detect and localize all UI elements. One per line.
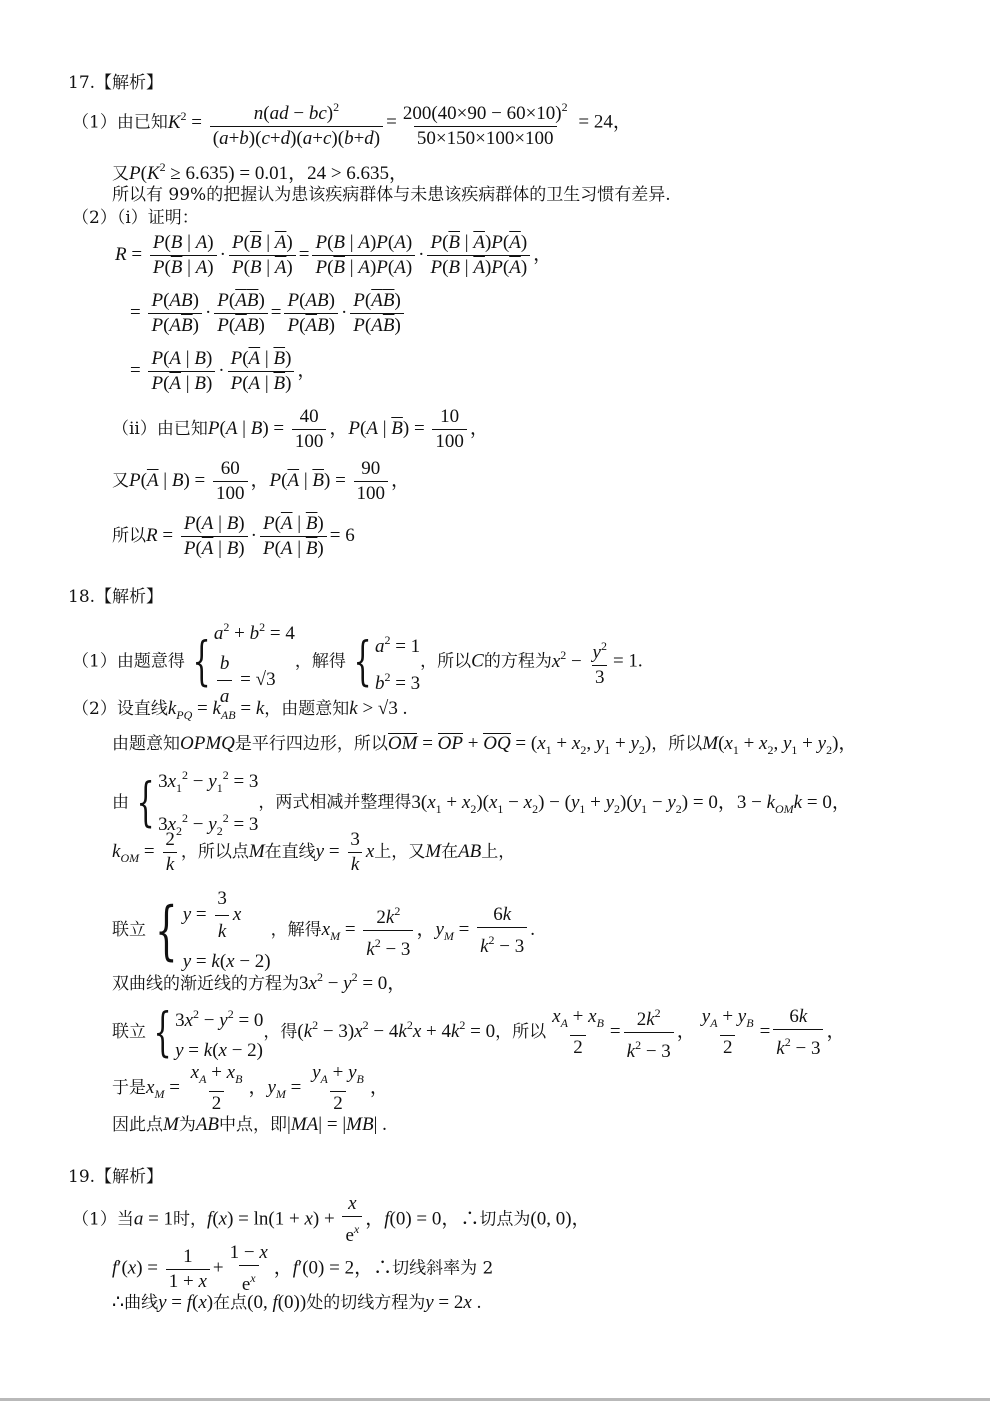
page-bottom-border [0, 1398, 990, 1401]
p17-proof-line1: R = $\frac{P(B | A)}{P(\overline{B} | A)}$ · $\frac{P(\overline{B} | \overline{A})}{P(B | \overline{A})}$ = $\frac{P(B | A)P(A)}{P(\overline{B} | A)P(A)}$ · $\frac{P(\overline{B} | \overline{A})P(\overline{A})}{P(B | \overline{A})P(\overline{A})}$ ， [115, 232, 553, 278]
p17-result: 所以R = $\frac{P(A | B)}{P(\overline{A} | B)}$ · $\frac{P(\overline{A} | \overline{B})}{P(A | \overline{B})}$ = 6 [112, 513, 355, 559]
p17-critical-value: 又$P(K^2 \ge 6.635) = 0.01$，24 > 6.635， [112, 160, 409, 184]
p18-joint-solve: 联立 { y = $\frac{3}{k}$ x y = k(x − 2) ，解得$x_M$ = $\frac{2k^2}{k^2 - 3}$ ，$y_M$ = $\frac{6k}{k^2 - 3}$ . [112, 888, 536, 972]
p18-midpoint: 因此点M为AB中点，即|MA| = |MB| . [112, 1114, 387, 1135]
p17-part-ii: （ii）由已知P(A | B) = $\frac{40}{100}$ ，P(A | $\overline{B}$) = $\frac{10}{100}$ ， [112, 406, 489, 452]
p18-part1: （1）由题意得 { $a^2 + b^2 = 4$ $\frac{b}{a}$ = √3 ，解得 { $a^2 = 1$ $b^2 = 3$ ，所以C的方程为$x^2$ − $\frac{y^2}{3}$ = 1. [72, 612, 643, 712]
p18-asymptote: 双曲线的渐近线的方程为$3x^2 - y^2 = 0$， [112, 970, 407, 994]
problem-19-heading: 19.【解析】 [68, 1167, 164, 1187]
problem-17-heading: 17.【解析】 [68, 73, 164, 93]
p17-part2-label: （2）（i）证明： [72, 208, 199, 228]
problem-18-heading: 18.【解析】 [68, 587, 164, 607]
p18-system-subtract: 由 { $3x_1^2 - y_1^2 = 3$ $3x_2^2 - y_2^2 = 3$ ，两式相减并整理得$3(x_1 + x_2)(x_1 - x_2) - (y_1 + y_2)(y_1 - y_2) = 0$，$3 - k_{OM}k = 0$， [112, 768, 851, 838]
p18-joint-asymptote: 联立 { $3x^2 - y^2 = 0$ y = k(x − 2) ，得$(k^2 - 3)x^2 - 4k^2x + 4k^2 = 0$，所以 $\frac{x_A + x_B}{2}$ = $\frac{2k^2}{k^2 - 3}$ ， $\frac{y_A + y_B}{2}$ = $\frac{6k}{k^2 - 3}$ ， [112, 1002, 846, 1063]
p18-hence: 于是$x_M$ = $\frac{x_A + x_B}{2}$ ，$y_M$ = $\frac{y_A + y_B}{2}$ ， [112, 1062, 389, 1114]
p19-tangent-line: ∴曲线y = f(x)在点(0, f(0))处的切线方程为y = 2x . [112, 1292, 482, 1313]
p17-part-ii-again: 又$P(\overline{A}$ | B) = $\frac{60}{100}$ ，$P(\overline{A}$ | $\overline{B}$) = $\frac{90}{100}$ ， [112, 458, 411, 504]
p18-kom: $k_{OM}$ = $\frac{2}{k}$ ，所以点M在直线y = $\frac{3}{k}$ x上，又M在AB上， [112, 829, 516, 875]
p19-part1: （1）当a = 1时，f(x) = ln(1 + x) + $\frac{x}{e^x}$ ，f(0) = 0，∴切点为(0, 0)， [72, 1193, 591, 1246]
p17-conclusion: 所以有 99%的把握认为患该疾病群体与未患该疾病群体的卫生习惯有差异. [112, 185, 671, 205]
p17-proof-line2: = $\frac{P(AB)}{P(A\overline{B})}$ · $\frac{P(\overline{A}\overline{B})}{P(\overline{A}B)}$ = $\frac{P(AB)}{P(\overline{A}B)}$ · $\frac{P(\overline{A}\overline{B})}{P(A\overline{B})}$ [130, 290, 407, 337]
p18-part2: （2）设直线$k_{PQ} = k_{AB} = k$，由题意知k > √3 . [72, 698, 408, 722]
p18-parallelogram: 由题意知OPMQ是平行四边形，所以OM = OP + OQ = ($x_1 + x_2$, $y_1 + y_2$)，所以$M(x_1 + x_2$, $y_1 + y_2$)， [112, 733, 858, 757]
p17-proof-line3: = $\frac{P(A | B)}{P(\overline{A} | B)}$ · $\frac{P(\overline{A} | \overline{B})}{P(A | \overline{B})}$ ， [130, 348, 317, 394]
p19-derivative: f′(x) = $\frac{1}{1 + x}$ + $\frac{1 - x}{e^x}$ ，f′(0) = 2，∴切线斜率为 2 [112, 1242, 494, 1295]
p17-part1-chi-square: （1）由已知$K^2$ = $\frac{n(ad - bc)^2}{(a+b)(c+d)(a+c)(b+d)}$ = $\frac{200(40\times 90 - 60\times 10)^2}{50\times 150\times 100\times 100}$ = 24， [72, 100, 632, 149]
